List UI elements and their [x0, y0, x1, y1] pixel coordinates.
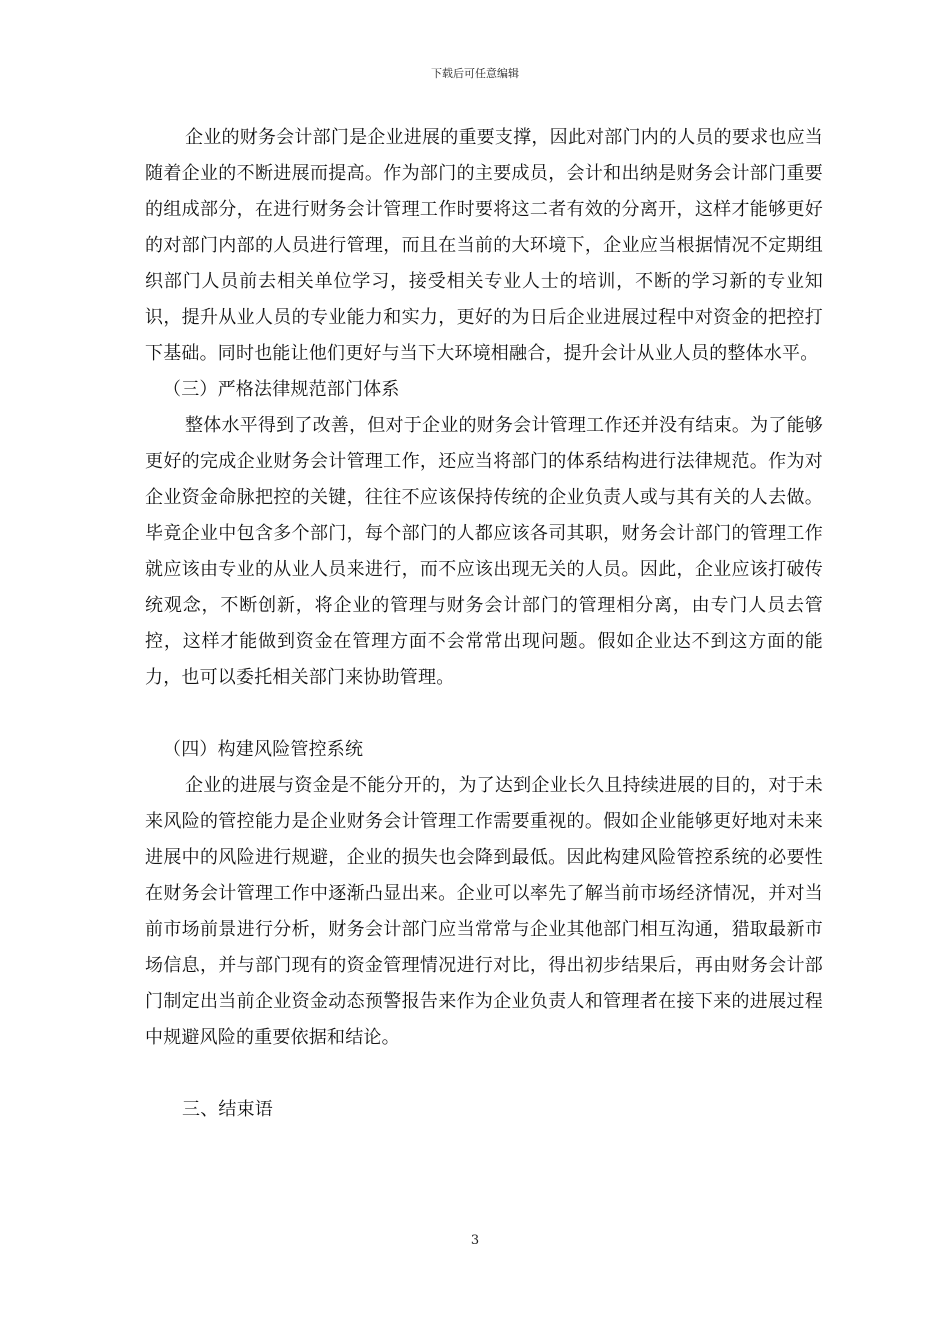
paragraph-spacer [145, 696, 823, 732]
paragraph-spacer [145, 1056, 823, 1092]
page-number: 3 [470, 1233, 480, 1248]
page-header: 下载后可任意编辑 [431, 67, 519, 80]
subheading-legal-standards: （三）严格法律规范部门体系 [163, 379, 400, 400]
paragraph-staff-training: 企业的财务会计部门是企业进展的重要支撑，因此对部门内的人员的要求也应当随着企业的不断进展而提高。作为部门的主要成员，会计和出纳是财务会计部门重要的组成部分，在进行财务会计管理工作时要将这二者有效的分离开，这样才能够更好的对部门内部的人员进行管理，而且在当前的大环境下，企业应当根据情况不定期组织部门人员前去相关单位学习，接受相关专业人士的培训，不断的学习新的专业知识，提升从业人员的专业能力和实力，更好的为日后企业进展过程中对资金的把控打下基础。同时也能让他们更好与当下大环境相融合，提升会计从业人员的整体水平。 [145, 127, 823, 364]
subheading-risk-control: （四）构建风险管控系统 [163, 739, 364, 760]
paragraph-risk-control: 企业的进展与资金是不能分开的，为了达到企业长久且持续进展的目的，对于未来风险的管控能力是企业财务会计管理工作需要重视的。假如企业能够更好地对未来进展中的风险进行规避，企业的损失也会降到最低。因此构建风险管控系统的必要性在财务会计管理工作中逐渐凸显出来。企业可以率先了解当前市场经济情况，并对当前市场前景进行分析，财务会计部门应当常常与企业其他部门相互沟通，猎取最新市场信息，并与部门现有的资金管理情况进行对比，得出初步结果后，再由财务会计部门制定出当前企业资金动态预警报告来作为企业负责人和管理者在接下来的进展过程中规避风险的重要依据和结论。 [145, 775, 823, 1048]
document-body [145, 120, 823, 1128]
paragraph-legal-standards: 整体水平得到了改善，但对于企业的财务会计管理工作还并没有结束。为了能够更好的完成企业财务会计管理工作，还应当将部门的体系结构进行法律规范。作为对企业资金命脉把控的关键，往往不应该保持传统的企业负责人或与其有关的人去做。毕竟企业中包含多个部门，每个部门的人都应该各司其职，财务会计部门的管理工作就应该由专业的从业人员来进行，而不应该出现无关的人员。因此，企业应该打破传统观念，不断创新，将企业的管理与财务会计部门的管理相分离，由专门人员去管控，这样才能做到资金在管理方面不会常常出现问题。假如企业达不到这方面的能力，也可以委托相关部门来协助管理。 [145, 415, 823, 688]
section-heading-conclusion: 三、结束语 [182, 1099, 273, 1120]
